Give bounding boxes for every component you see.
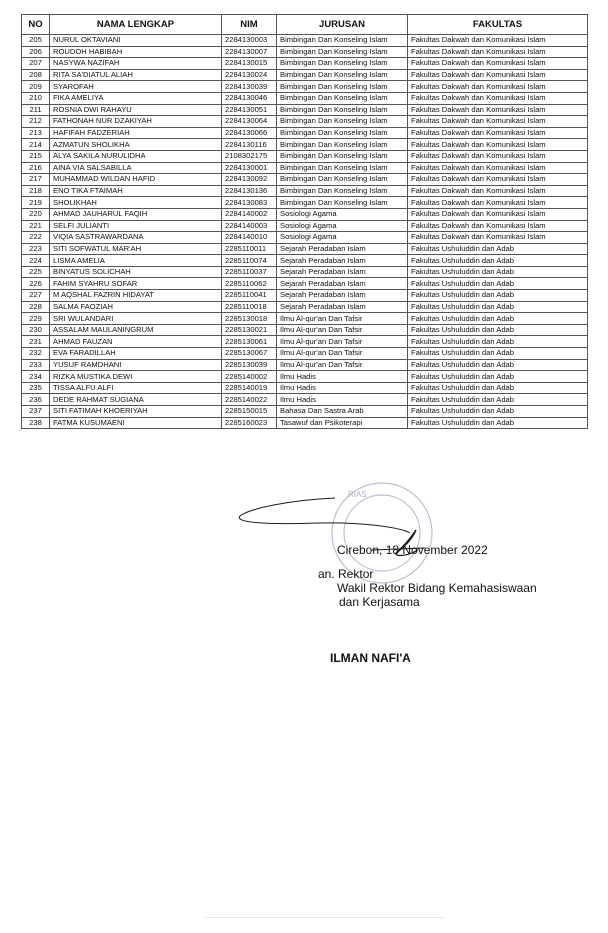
cell-no: 234: [22, 371, 50, 383]
cell-faculty: Fakultas Dakwah dan Komunikasi Islam: [408, 35, 588, 47]
cell-no: 206: [22, 46, 50, 58]
col-header-nim: NIM: [222, 15, 277, 35]
cell-no: 220: [22, 208, 50, 220]
cell-faculty: Fakultas Ushuluddin dan Adab: [408, 394, 588, 406]
cell-faculty: Fakultas Ushuluddin dan Adab: [408, 417, 588, 429]
cell-name: NURUL OKTAVIANI: [50, 35, 222, 47]
cell-major: Bimbingan Dan Konseling Islam: [277, 139, 408, 151]
cell-name: TISSA ALFU ALFI: [50, 382, 222, 394]
cell-no: 218: [22, 185, 50, 197]
cell-faculty: Fakultas Ushuluddin dan Adab: [408, 290, 588, 302]
cell-major: Ilmu Al-qur'an Dan Tafsir: [277, 359, 408, 371]
cell-no: 211: [22, 104, 50, 116]
cell-nim: 2284130024: [222, 69, 277, 81]
cell-major: Ilmu Al-qur'an Dan Tafsir: [277, 348, 408, 360]
cell-name: EVA FARADILLAH: [50, 348, 222, 360]
cell-nim: 2284140002: [222, 208, 277, 220]
cell-faculty: Fakultas Ushuluddin dan Adab: [408, 371, 588, 383]
cell-name: ASSALAM MAULANINGRUM: [50, 324, 222, 336]
cell-nim: 2284130001: [222, 162, 277, 174]
cell-faculty: Fakultas Ushuluddin dan Adab: [408, 324, 588, 336]
cell-faculty: Fakultas Ushuluddin dan Adab: [408, 266, 588, 278]
signer-title-line2: dan Kerjasama: [339, 595, 420, 609]
cell-faculty: Fakultas Dakwah dan Komunikasi Islam: [408, 46, 588, 58]
col-header-name: NAMA LENGKAP: [50, 15, 222, 35]
cell-faculty: Fakultas Ushuluddin dan Adab: [408, 382, 588, 394]
cell-faculty: Fakultas Dakwah dan Komunikasi Islam: [408, 116, 588, 128]
col-header-no: NO: [22, 15, 50, 35]
cell-no: 233: [22, 359, 50, 371]
cell-major: Ilmu Al-qur'an Dan Tafsir: [277, 324, 408, 336]
cell-no: 237: [22, 406, 50, 418]
cell-no: 224: [22, 255, 50, 267]
cell-no: 208: [22, 69, 50, 81]
cell-nim: 2285130018: [222, 313, 277, 325]
cell-faculty: Fakultas Ushuluddin dan Adab: [408, 313, 588, 325]
cell-no: 214: [22, 139, 50, 151]
cell-major: Ilmu Hadis: [277, 394, 408, 406]
cell-faculty: Fakultas Ushuluddin dan Adab: [408, 336, 588, 348]
cell-faculty: Fakultas Dakwah dan Komunikasi Islam: [408, 104, 588, 116]
cell-name: HAFIFAH FADZERIAH: [50, 127, 222, 139]
cell-name: FATHONAH NUR DZAKIYAH: [50, 116, 222, 128]
cell-major: Bimbingan Dan Konseling Islam: [277, 150, 408, 162]
cell-no: 209: [22, 81, 50, 93]
cell-nim: 2285110018: [222, 301, 277, 313]
cell-faculty: Fakultas Dakwah dan Komunikasi Islam: [408, 174, 588, 186]
cell-name: AHMAD JAUHARUL FAQIH: [50, 208, 222, 220]
cell-major: Ilmu Al-qur'an Dan Tafsir: [277, 336, 408, 348]
cell-faculty: Fakultas Dakwah dan Komunikasi Islam: [408, 232, 588, 244]
cell-faculty: Fakultas Dakwah dan Komunikasi Islam: [408, 197, 588, 209]
cell-no: 228: [22, 301, 50, 313]
cell-nim: 2285140022: [222, 394, 277, 406]
cell-major: Bimbingan Dan Konseling Islam: [277, 58, 408, 70]
cell-name: ALYA SAKILA NURULIDHA: [50, 150, 222, 162]
cell-major: Bimbingan Dan Konseling Islam: [277, 197, 408, 209]
cell-nim: 2285160023: [222, 417, 277, 429]
col-header-faculty: FAKULTAS: [408, 15, 588, 35]
cell-name: M AQSHAL FAZRIN HIDAYAT: [50, 290, 222, 302]
cell-nim: 2285110074: [222, 255, 277, 267]
cell-major: Sejarah Peradaban Islam: [277, 301, 408, 313]
cell-faculty: Fakultas Dakwah dan Komunikasi Islam: [408, 150, 588, 162]
cell-name: NASYWA NAZIFAH: [50, 58, 222, 70]
cell-nim: 2284130051: [222, 104, 277, 116]
cell-nim: 2284140010: [222, 232, 277, 244]
cell-major: Bimbingan Dan Konseling Islam: [277, 116, 408, 128]
cell-major: Bimbingan Dan Konseling Islam: [277, 127, 408, 139]
cell-nim: 2108302175: [222, 150, 277, 162]
on-behalf-label: an. Rektor: [318, 567, 374, 581]
cell-nim: 2284130015: [222, 58, 277, 70]
cell-major: Sosiologi Agama: [277, 220, 408, 232]
cell-major: Bimbingan Dan Konseling Islam: [277, 69, 408, 81]
cell-name: RITA SA'DIATUL ALIAH: [50, 69, 222, 81]
cell-no: 210: [22, 92, 50, 104]
cell-major: Sejarah Peradaban Islam: [277, 278, 408, 290]
place-date: Cirebon, 18 November 2022: [337, 543, 488, 557]
col-header-major: JURUSAN: [277, 15, 408, 35]
cell-no: 213: [22, 127, 50, 139]
cell-no: 225: [22, 266, 50, 278]
cell-no: 205: [22, 35, 50, 47]
cell-name: FIKA AMELIYA: [50, 92, 222, 104]
cell-name: SALMA FAOZIAH: [50, 301, 222, 313]
cell-name: ROSNIA DWI RAHAYU: [50, 104, 222, 116]
cell-no: 230: [22, 324, 50, 336]
cell-major: Bimbingan Dan Konseling Islam: [277, 35, 408, 47]
cell-name: FAHIM SYAHRU SOFAR: [50, 278, 222, 290]
cell-major: Bahasa Dan Sastra Arab: [277, 406, 408, 418]
cell-faculty: Fakultas Dakwah dan Komunikasi Islam: [408, 185, 588, 197]
cell-name: SITI SOFWATUL MAR'AH: [50, 243, 222, 255]
cell-faculty: Fakultas Ushuluddin dan Adab: [408, 348, 588, 360]
cell-nim: 2285140002: [222, 371, 277, 383]
cell-nim: 2285150015: [222, 406, 277, 418]
cell-no: 238: [22, 417, 50, 429]
cell-no: 219: [22, 197, 50, 209]
cell-name: YUSUF RAMDHANI: [50, 359, 222, 371]
cell-faculty: Fakultas Dakwah dan Komunikasi Islam: [408, 220, 588, 232]
cell-nim: 2284130046: [222, 92, 277, 104]
cell-name: SRI WULANDARI: [50, 313, 222, 325]
cell-nim: 2284130116: [222, 139, 277, 151]
cell-major: Sejarah Peradaban Islam: [277, 290, 408, 302]
cell-nim: 2285130039: [222, 359, 277, 371]
cell-no: 227: [22, 290, 50, 302]
cell-faculty: Fakultas Ushuluddin dan Adab: [408, 406, 588, 418]
cell-no: 207: [22, 58, 50, 70]
cell-major: Sejarah Peradaban Islam: [277, 255, 408, 267]
cell-major: Sejarah Peradaban Islam: [277, 243, 408, 255]
cell-no: 236: [22, 394, 50, 406]
cell-no: 226: [22, 278, 50, 290]
cell-nim: 2285130061: [222, 336, 277, 348]
cell-major: Bimbingan Dan Konseling Islam: [277, 92, 408, 104]
cell-nim: 2284130092: [222, 174, 277, 186]
cell-no: 223: [22, 243, 50, 255]
page-footer-line: [205, 917, 445, 918]
cell-major: Bimbingan Dan Konseling Islam: [277, 104, 408, 116]
cell-nim: 2285140019: [222, 382, 277, 394]
cell-name: ROUDOH HABIBAH: [50, 46, 222, 58]
cell-major: Sosiologi Agama: [277, 232, 408, 244]
cell-major: Bimbingan Dan Konseling Islam: [277, 174, 408, 186]
signer-title-line1: Wakil Rektor Bidang Kemahasiswaan: [337, 581, 537, 595]
cell-name: SELFI JULIANTI: [50, 220, 222, 232]
cell-name: AINA VIA SALSABILLA: [50, 162, 222, 174]
cell-name: SITI FATIMAH KHOERIYAH: [50, 406, 222, 418]
cell-major: Sejarah Peradaban Islam: [277, 266, 408, 278]
cell-no: 232: [22, 348, 50, 360]
cell-name: LISMA AMELIA: [50, 255, 222, 267]
cell-no: 229: [22, 313, 50, 325]
cell-nim: 2284140003: [222, 220, 277, 232]
cell-no: 235: [22, 382, 50, 394]
cell-nim: 2285110041: [222, 290, 277, 302]
cell-major: Ilmu Hadis: [277, 382, 408, 394]
cell-nim: 2284130039: [222, 81, 277, 93]
cell-major: Bimbingan Dan Konseling Islam: [277, 46, 408, 58]
cell-nim: 2284130003: [222, 35, 277, 47]
cell-no: 215: [22, 150, 50, 162]
cell-no: 217: [22, 174, 50, 186]
stamp-text: RIAS: [348, 490, 367, 499]
cell-faculty: Fakultas Dakwah dan Komunikasi Islam: [408, 162, 588, 174]
cell-major: Sosiologi Agama: [277, 208, 408, 220]
cell-faculty: Fakultas Dakwah dan Komunikasi Islam: [408, 58, 588, 70]
cell-major: Bimbingan Dan Konseling Islam: [277, 162, 408, 174]
cell-no: 212: [22, 116, 50, 128]
cell-faculty: Fakultas Dakwah dan Komunikasi Islam: [408, 81, 588, 93]
cell-nim: 2284130083: [222, 197, 277, 209]
cell-name: RIZKA MUSTIKA DEWI: [50, 371, 222, 383]
cell-name: BINYATUS SOLICHAH: [50, 266, 222, 278]
cell-name: AZMATUN SHOLIKHA: [50, 139, 222, 151]
cell-faculty: Fakultas Ushuluddin dan Adab: [408, 255, 588, 267]
cell-major: Ilmu Al-qur'an Dan Tafsir: [277, 313, 408, 325]
cell-nim: 2285130067: [222, 348, 277, 360]
cell-faculty: Fakultas Dakwah dan Komunikasi Islam: [408, 208, 588, 220]
cell-name: MUHAMMAD WILDAN HAFID: [50, 174, 222, 186]
cell-nim: 2285130021: [222, 324, 277, 336]
cell-nim: 2284130136: [222, 185, 277, 197]
cell-major: Bimbingan Dan Konseling Islam: [277, 81, 408, 93]
cell-faculty: Fakultas Dakwah dan Komunikasi Islam: [408, 127, 588, 139]
cell-faculty: Fakultas Ushuluddin dan Adab: [408, 301, 588, 313]
cell-nim: 2284130066: [222, 127, 277, 139]
cell-no: 216: [22, 162, 50, 174]
cell-faculty: Fakultas Dakwah dan Komunikasi Islam: [408, 92, 588, 104]
cell-major: Tasawuf dan Psikoterapi: [277, 417, 408, 429]
cell-name: VIQIA SASTRAWARDANA: [50, 232, 222, 244]
cell-faculty: Fakultas Dakwah dan Komunikasi Islam: [408, 139, 588, 151]
cell-name: AHMAD FAUZAN: [50, 336, 222, 348]
cell-no: 222: [22, 232, 50, 244]
cell-nim: 2284130007: [222, 46, 277, 58]
cell-nim: 2285110011: [222, 243, 277, 255]
cell-name: FATMA KUSUMAENI: [50, 417, 222, 429]
cell-name: ENO TIKA FTAIMAH: [50, 185, 222, 197]
cell-faculty: Fakultas Ushuluddin dan Adab: [408, 359, 588, 371]
cell-major: Bimbingan Dan Konseling Islam: [277, 185, 408, 197]
cell-name: SHOLIKHAH: [50, 197, 222, 209]
cell-name: DEDE RAHMAT SUGIANA: [50, 394, 222, 406]
cell-nim: 2284130064: [222, 116, 277, 128]
signer-name: ILMAN NAFI'A: [330, 651, 411, 665]
cell-faculty: Fakultas Dakwah dan Komunikasi Islam: [408, 69, 588, 81]
cell-nim: 2285110062: [222, 278, 277, 290]
cell-faculty: Fakultas Ushuluddin dan Adab: [408, 243, 588, 255]
cell-major: Ilmu Hadis: [277, 371, 408, 383]
cell-faculty: Fakultas Ushuluddin dan Adab: [408, 278, 588, 290]
cell-no: 221: [22, 220, 50, 232]
cell-no: 231: [22, 336, 50, 348]
cell-nim: 2285110037: [222, 266, 277, 278]
cell-name: SYAROFAH: [50, 81, 222, 93]
